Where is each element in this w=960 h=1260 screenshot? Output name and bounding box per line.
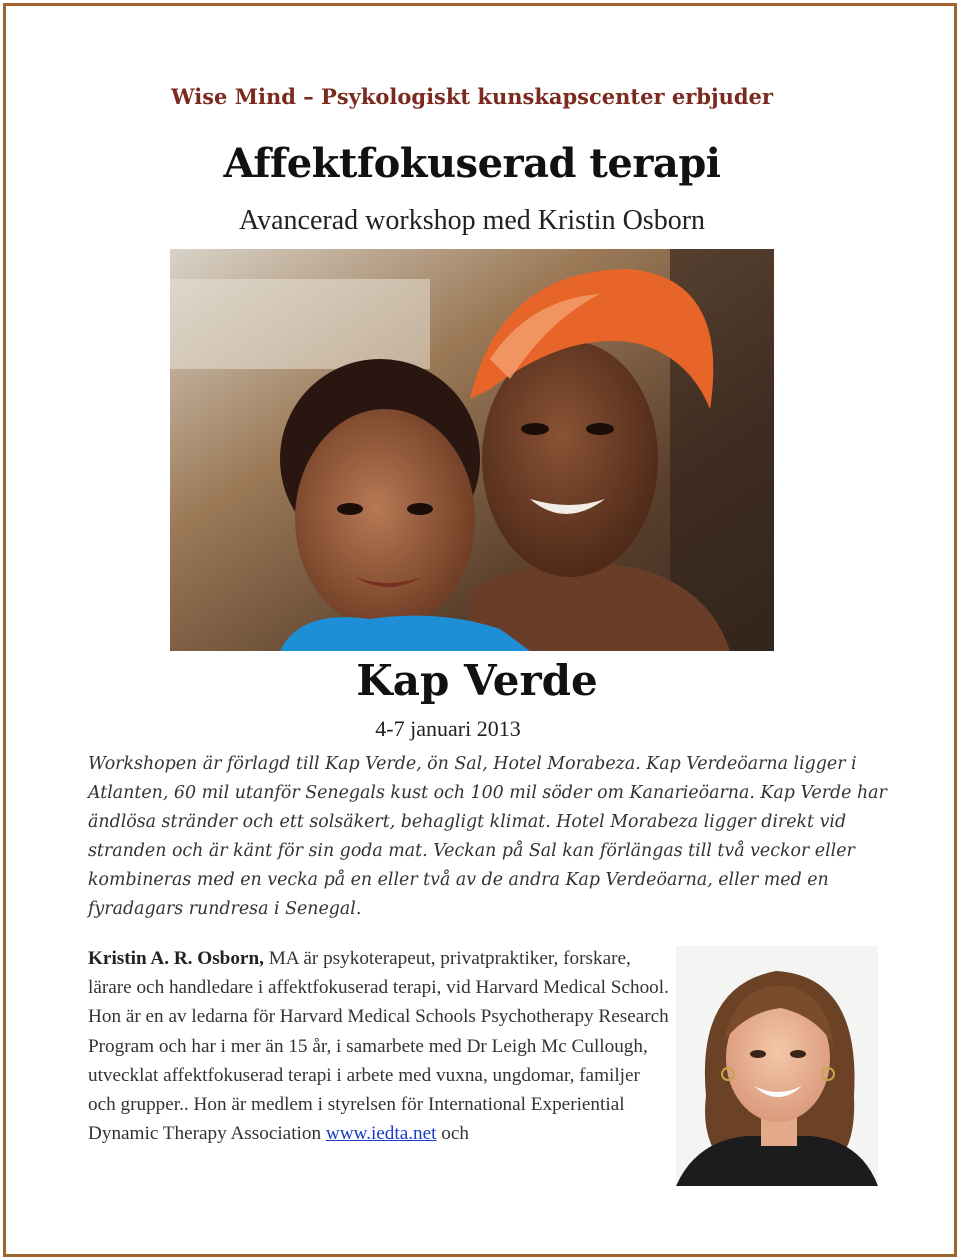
portrait-photo-kristin-osborn: [676, 946, 878, 1186]
bio-text: MA är psykoterapeut, privatpraktiker, forskare, lärare och handledare i affektfokuserad terapi, vid Harvard Medical School. Hon är en av ledarna för Harvard Medical Schools Psychotherapy Research Program och har i mer än 15 år, i samarbete med Dr Leigh Mc Cullough, utvecklat affektfokuserad terapi i arbete med vuxna, ungdomar, familjer och grupper.. Hon är medlem i styrelsen för International Experiential Dynamic Therapy Association: [88, 948, 669, 1145]
hero-photo-illustration: [170, 249, 774, 651]
bio-paragraph: [88, 944, 670, 1148]
organizer-line: Wise Mind – Psykologiskt kunskapscenter erbjuder: [171, 84, 773, 109]
event-location: Kap Verde: [356, 656, 598, 705]
iedta-link[interactable]: www.iedta.net: [325, 1123, 437, 1145]
bio-name: Kristin A. R. Osborn,: [88, 948, 264, 969]
portrait-illustration: [676, 946, 878, 1186]
bio-tail: och: [436, 1123, 470, 1145]
intro-paragraph: Workshopen är förlagd till Kap Verde, ön Sal, Hotel Morabeza. Kap Verdeöarna ligger i Atlanten, 60 mil utanför Senegals kust och 100 mil söder om Kanarieöarna. Kap Verde har ändlösa stränder och ett solsäkert, behagligt klimat. Hotel Morabeza ligger direkt vid stranden och är känt för sin goda mat. Veckan på Sal kan förlängas till två veckor eller kombineras med en vecka på en eller två av de andra Kap Verdeöarna, eller med en fyradagars rundresa i Senegal.: [88, 754, 887, 919]
page-subtitle: Avancerad workshop med Kristin Osborn: [238, 205, 706, 236]
hero-photo-mother-child: [170, 249, 774, 651]
page-title: Affektfokuserad terapi: [223, 140, 721, 187]
event-dates: 4-7 januari 2013: [375, 716, 521, 741]
